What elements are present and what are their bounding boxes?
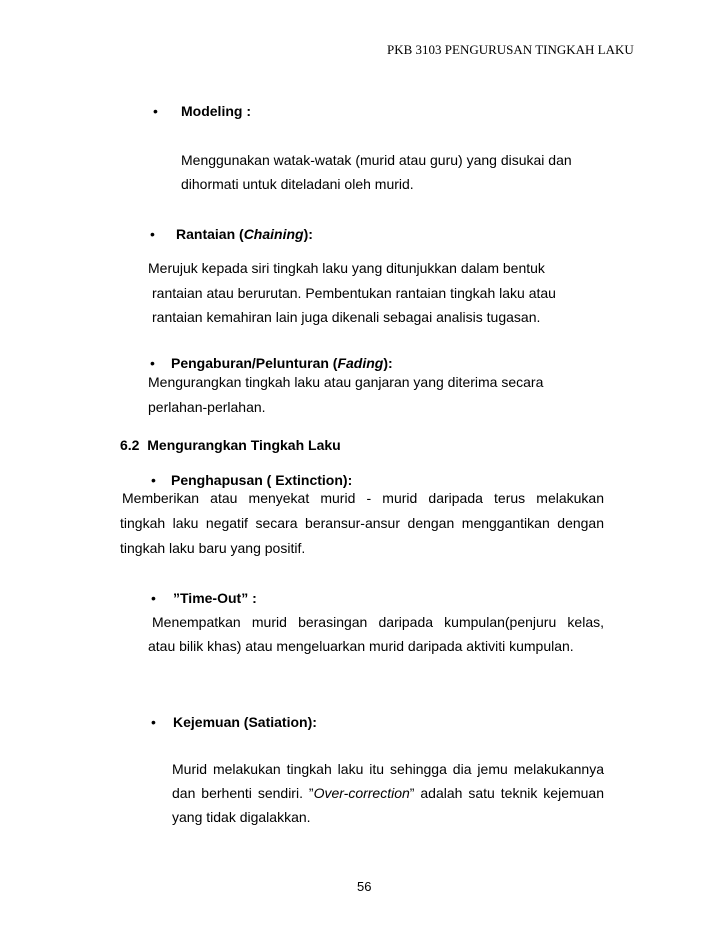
- chaining-line-1: Merujuk kepada siri tingkah laku yang ditunjukkan dalam bentuk: [148, 260, 545, 276]
- modeling-line-1: Menggunakan watak-watak (murid atau guru) yang disukai dan: [181, 152, 572, 168]
- section-heading: [120, 437, 341, 453]
- fading-line-1: Mengurangkan tingkah laku atau ganjaran yang diterima secara: [148, 374, 544, 390]
- bullet-icon: •: [151, 714, 156, 730]
- bullet-icon: •: [151, 590, 156, 606]
- bullet-icon: •: [150, 226, 155, 242]
- modeling-title: Modeling :: [181, 103, 251, 119]
- fading-title: Pengaburan/Pelunturan (Fading):: [171, 355, 393, 371]
- extinction-line-1: Memberikan atau menyekat murid - murid daripada terus melakukan: [122, 490, 604, 506]
- timeout-title: ”Time-Out” :: [173, 590, 257, 606]
- chaining-line-2: rantaian atau berurutan. Pembentukan rantaian tingkah laku atau: [152, 285, 556, 301]
- modeling-line-2: dihormati untuk diteladani oleh murid.: [181, 176, 414, 192]
- extinction-line-3: tingkah laku baru yang positif.: [120, 540, 306, 556]
- bullet-icon: •: [150, 355, 155, 371]
- bullet-icon: •: [153, 103, 158, 119]
- satiation-line-3: yang tidak digalakkan.: [172, 809, 311, 825]
- satiation-title: Kejemuan (Satiation):: [173, 714, 317, 730]
- satiation-line-1: Murid melakukan tingkah laku itu sehingga dia jemu melakukannya: [172, 761, 604, 777]
- page-header: PKB 3103 PENGURUSAN TINGKAH LAKU: [387, 42, 634, 57]
- timeout-line-1: Menempatkan murid berasingan daripada kumpulan(penjuru kelas,: [152, 614, 604, 630]
- bullet-icon: •: [151, 472, 156, 488]
- fading-line-2: perlahan-perlahan.: [148, 399, 266, 415]
- chaining-title: Rantaian (Chaining):: [176, 226, 313, 242]
- extinction-title: Penghapusan ( Extinction):: [171, 472, 353, 488]
- satiation-line-2: dan berhenti sendiri. ”Over-correction” adalah satu teknik kejemuan: [172, 785, 605, 801]
- extinction-line-2: tingkah laku negatif secara beransur-ansur dengan menggantikan dengan: [120, 515, 604, 531]
- section-title: Mengurangkan Tingkah Laku: [147, 437, 341, 453]
- timeout-line-2: atau bilik khas) atau mengeluarkan murid daripada aktiviti kumpulan.: [148, 638, 574, 654]
- page-number: 56: [357, 879, 372, 894]
- section-number: 6.2: [120, 437, 140, 453]
- chaining-line-3: rantaian kemahiran lain juga dikenali sebagai analisis tugasan.: [152, 309, 541, 325]
